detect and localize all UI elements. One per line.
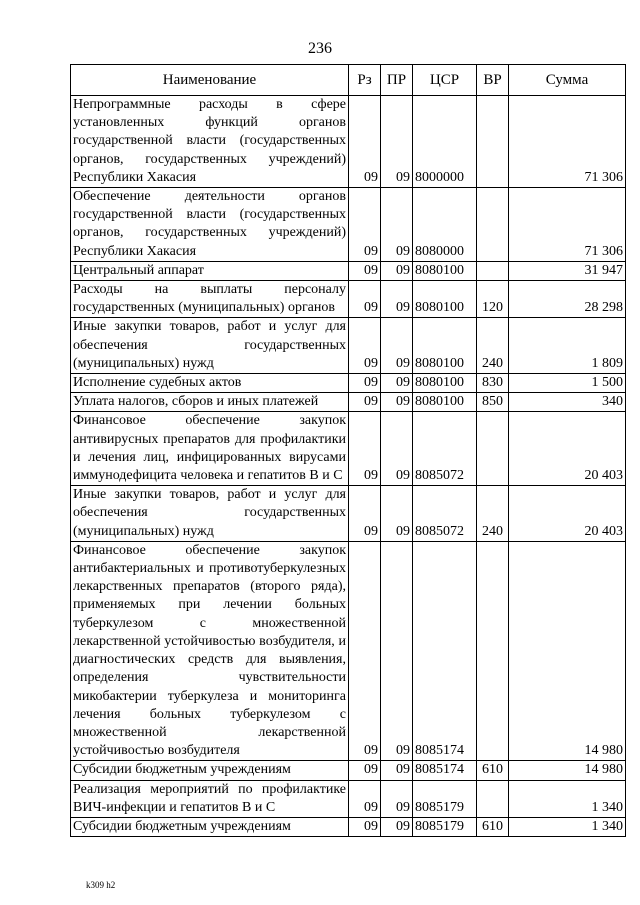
header-csr: ЦСР [413, 65, 477, 96]
row-vr: 610 [477, 761, 509, 780]
table-row [71, 318, 626, 374]
row-name: Реализация мероприятий по профилактике ВИЧ-инфекции и гепатитов В и С [71, 780, 349, 817]
row-name: Непрограммные расходы в сфере установленных функций органов государственной власти (государственных органов, государственных учреждений) Республики Хакасия [71, 96, 349, 188]
row-sum: 340 [509, 393, 626, 412]
row-vr: 850 [477, 393, 509, 412]
row-name: Финансовое обеспечение закупок антивирусных препаратов для профилактики и лечения лиц, инфицированных вирусами иммунодефицита человека и гепатитов В и С [71, 412, 349, 486]
row-vr: 120 [477, 281, 509, 318]
row-name: Центральный аппарат [71, 261, 349, 280]
row-csr: 8085179 [413, 817, 477, 836]
row-pr: 09 [381, 486, 413, 542]
row-name: Иные закупки товаров, работ и услуг для обеспечения государственных (муниципальных) нужд [71, 318, 349, 374]
row-sum: 14 980 [509, 761, 626, 780]
footer-code: k309 h2 [86, 880, 116, 890]
table-row [71, 486, 626, 542]
row-name: Исполнение судебных актов [71, 374, 349, 393]
header-rz: Рз [349, 65, 381, 96]
row-sum: 1 500 [509, 374, 626, 393]
row-pr: 09 [381, 261, 413, 280]
header-sum: Сумма [509, 65, 626, 96]
header-pr: ПР [381, 65, 413, 96]
row-pr: 09 [381, 188, 413, 262]
table-row [71, 374, 626, 393]
table-header-row [71, 65, 626, 96]
row-sum: 28 298 [509, 281, 626, 318]
row-rz: 09 [349, 374, 381, 393]
row-vr: 240 [477, 318, 509, 374]
row-name: Иные закупки товаров, работ и услуг для обеспечения государственных (муниципальных) нужд [71, 486, 349, 542]
table-row [71, 261, 626, 280]
row-rz: 09 [349, 96, 381, 188]
row-name: Финансовое обеспечение закупок антибактериальных и противотуберкулезных лекарственных препаратов (второго ряда), применяемых при лечении больных туберкулезом с множественной лекарственной устойчивостью возбудителя, и диагностических средств для выявления, определения чувствительности микобактерии туберкулеза и мониторинга лечения больных туберкулезом с множественной лекарственной устойчивостью возбудителя [71, 541, 349, 760]
row-csr: 8080100 [413, 281, 477, 318]
row-csr: 8085072 [413, 412, 477, 486]
row-csr: 8080100 [413, 318, 477, 374]
row-vr: 240 [477, 486, 509, 542]
row-pr: 09 [381, 96, 413, 188]
row-vr: 610 [477, 817, 509, 836]
row-pr: 09 [381, 374, 413, 393]
header-vr: ВР [477, 65, 509, 96]
row-rz: 09 [349, 486, 381, 542]
row-sum: 1 809 [509, 318, 626, 374]
row-pr: 09 [381, 412, 413, 486]
table-row [71, 393, 626, 412]
row-sum: 20 403 [509, 486, 626, 542]
row-rz: 09 [349, 261, 381, 280]
row-csr: 8080100 [413, 374, 477, 393]
table-row [71, 780, 626, 817]
table-row [71, 761, 626, 780]
row-rz: 09 [349, 318, 381, 374]
row-rz: 09 [349, 817, 381, 836]
header-name: Наименование [71, 65, 349, 96]
row-sum: 1 340 [509, 817, 626, 836]
row-sum: 31 947 [509, 261, 626, 280]
table-row [71, 96, 626, 188]
row-rz: 09 [349, 412, 381, 486]
row-sum: 20 403 [509, 412, 626, 486]
row-rz: 09 [349, 281, 381, 318]
row-pr: 09 [381, 817, 413, 836]
row-sum: 71 306 [509, 96, 626, 188]
table-row [71, 281, 626, 318]
row-name: Субсидии бюджетным учреждениям [71, 761, 349, 780]
row-pr: 09 [381, 318, 413, 374]
row-vr [477, 412, 509, 486]
row-pr: 09 [381, 541, 413, 760]
row-csr: 8085179 [413, 780, 477, 817]
row-vr [477, 780, 509, 817]
table-row [71, 541, 626, 760]
row-name: Уплата налогов, сборов и иных платежей [71, 393, 349, 412]
row-sum: 71 306 [509, 188, 626, 262]
row-rz: 09 [349, 780, 381, 817]
row-vr [477, 261, 509, 280]
table-row [71, 412, 626, 486]
row-rz: 09 [349, 541, 381, 760]
row-vr [477, 96, 509, 188]
row-rz: 09 [349, 761, 381, 780]
budget-table [70, 64, 626, 837]
row-csr: 8085174 [413, 541, 477, 760]
row-pr: 09 [381, 780, 413, 817]
row-csr: 8080100 [413, 261, 477, 280]
row-sum: 1 340 [509, 780, 626, 817]
row-pr: 09 [381, 761, 413, 780]
row-vr: 830 [477, 374, 509, 393]
row-rz: 09 [349, 188, 381, 262]
row-csr: 8080000 [413, 188, 477, 262]
row-csr: 8000000 [413, 96, 477, 188]
page-number: 236 [308, 40, 332, 57]
row-pr: 09 [381, 393, 413, 412]
row-csr: 8080100 [413, 393, 477, 412]
row-vr [477, 188, 509, 262]
row-csr: 8085072 [413, 486, 477, 542]
row-sum: 14 980 [509, 541, 626, 760]
row-name: Расходы на выплаты персоналу государственных (муниципальных) органов [71, 281, 349, 318]
table-row [71, 188, 626, 262]
table-row [71, 817, 626, 836]
row-name: Обеспечение деятельности органов государственной власти (государственных органов, государственных учреждений) Республики Хакасия [71, 188, 349, 262]
row-csr: 8085174 [413, 761, 477, 780]
row-pr: 09 [381, 281, 413, 318]
row-rz: 09 [349, 393, 381, 412]
row-vr [477, 541, 509, 760]
row-name: Субсидии бюджетным учреждениям [71, 817, 349, 836]
